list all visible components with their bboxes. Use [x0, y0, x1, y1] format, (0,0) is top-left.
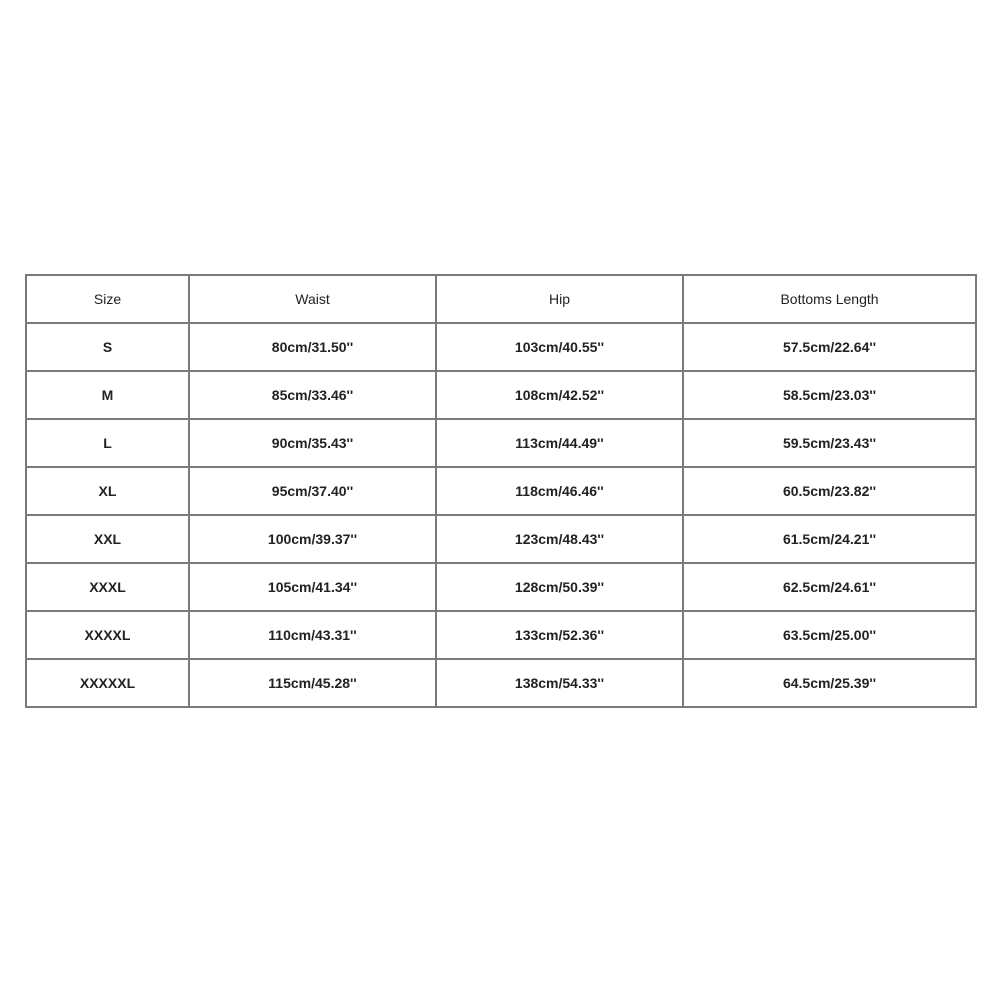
- waist-cell: 115cm/45.28'': [189, 659, 436, 707]
- hip-cell: 103cm/40.55'': [436, 323, 683, 371]
- bottoms-length-cell: 59.5cm/23.43'': [683, 419, 976, 467]
- hip-cell: 118cm/46.46'': [436, 467, 683, 515]
- header-waist: Waist: [189, 275, 436, 323]
- size-cell: XXXL: [26, 563, 189, 611]
- table-row: [26, 563, 976, 611]
- header-row: [26, 275, 976, 323]
- size-chart-body: [26, 323, 976, 707]
- table-row: [26, 323, 976, 371]
- size-chart-table: [25, 274, 977, 708]
- size-cell: XL: [26, 467, 189, 515]
- waist-cell: 110cm/43.31'': [189, 611, 436, 659]
- bottoms-length-cell: 63.5cm/25.00'': [683, 611, 976, 659]
- header-size: Size: [26, 275, 189, 323]
- table-row: [26, 419, 976, 467]
- table-row: [26, 515, 976, 563]
- header-bottoms-length: Bottoms Length: [683, 275, 976, 323]
- waist-cell: 95cm/37.40'': [189, 467, 436, 515]
- waist-cell: 80cm/31.50'': [189, 323, 436, 371]
- size-cell: XXL: [26, 515, 189, 563]
- table-row: [26, 611, 976, 659]
- size-chart-header: [26, 275, 976, 323]
- table-row: [26, 659, 976, 707]
- waist-cell: 90cm/35.43'': [189, 419, 436, 467]
- bottoms-length-cell: 62.5cm/24.61'': [683, 563, 976, 611]
- table-row: [26, 371, 976, 419]
- bottoms-length-cell: 60.5cm/23.82'': [683, 467, 976, 515]
- bottoms-length-cell: 61.5cm/24.21'': [683, 515, 976, 563]
- bottoms-length-cell: 57.5cm/22.64'': [683, 323, 976, 371]
- bottoms-length-cell: 58.5cm/23.03'': [683, 371, 976, 419]
- bottoms-length-cell: 64.5cm/25.39'': [683, 659, 976, 707]
- size-cell: XXXXL: [26, 611, 189, 659]
- hip-cell: 113cm/44.49'': [436, 419, 683, 467]
- size-cell: S: [26, 323, 189, 371]
- size-cell: M: [26, 371, 189, 419]
- header-hip: Hip: [436, 275, 683, 323]
- hip-cell: 138cm/54.33'': [436, 659, 683, 707]
- hip-cell: 133cm/52.36'': [436, 611, 683, 659]
- waist-cell: 105cm/41.34'': [189, 563, 436, 611]
- size-cell: L: [26, 419, 189, 467]
- size-cell: XXXXXL: [26, 659, 189, 707]
- hip-cell: 128cm/50.39'': [436, 563, 683, 611]
- table-row: [26, 467, 976, 515]
- hip-cell: 123cm/48.43'': [436, 515, 683, 563]
- waist-cell: 85cm/33.46'': [189, 371, 436, 419]
- waist-cell: 100cm/39.37'': [189, 515, 436, 563]
- hip-cell: 108cm/42.52'': [436, 371, 683, 419]
